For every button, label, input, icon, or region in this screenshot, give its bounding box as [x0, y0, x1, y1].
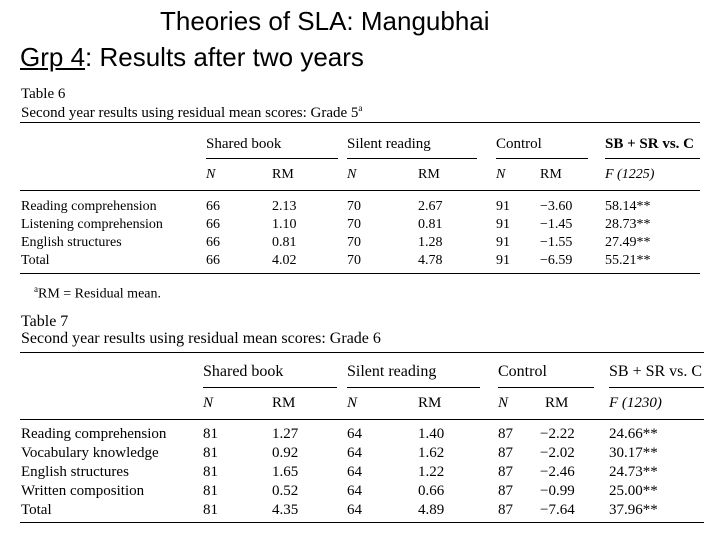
t7-rule-silent: [347, 387, 480, 388]
cell: 1.10: [272, 217, 297, 232]
t7-sub-n2: N: [347, 395, 358, 411]
cell: 70: [347, 235, 361, 250]
cell: 81: [203, 483, 218, 499]
cell: 87: [498, 464, 513, 480]
t6-sub-n1: N: [206, 167, 216, 182]
table-6-footnote: $^a$RM = Residual mean.: [34, 284, 161, 302]
row-label: English structures: [21, 235, 122, 250]
cell: 87: [498, 445, 513, 461]
t6-sub-rm3: RM: [540, 167, 562, 182]
row-label: Vocabulary knowledge: [21, 445, 159, 461]
t7-group-shared-book: Shared book: [203, 363, 284, 380]
cell: −2.46: [540, 464, 575, 480]
t6-group-silent-reading: Silent reading: [347, 136, 431, 152]
t7-sub-rm1: RM: [272, 395, 296, 411]
cell: 0.52: [272, 483, 299, 499]
cell: 2.67: [418, 199, 443, 214]
t6-sub-n2: N: [347, 167, 357, 182]
cell: 66: [206, 253, 220, 268]
cell: 55.21**: [605, 253, 651, 268]
row-label: English structures: [21, 464, 129, 480]
cell: 2.13: [272, 199, 297, 214]
table-6-top-rule: [20, 122, 700, 123]
t7-sub-rm2: RM: [418, 395, 442, 411]
cell: 66: [206, 199, 220, 214]
t6-sub-f: F (1225): [605, 167, 655, 182]
t6-group-shared-book: Shared book: [206, 136, 282, 152]
t6-sub-rm1: RM: [272, 167, 294, 182]
cell: −6.59: [540, 253, 573, 268]
cell: 58.14**: [605, 199, 651, 214]
cell: 1.40: [418, 426, 445, 442]
cell: 81: [203, 502, 218, 518]
t7-sub-n1: N: [203, 395, 214, 411]
cell: −0.99: [540, 483, 575, 499]
cell: −3.60: [540, 199, 573, 214]
t7-sub-rm3: RM: [545, 395, 569, 411]
row-label: Written composition: [21, 483, 145, 499]
row-label: Total: [21, 502, 52, 518]
row-label: Reading comprehension: [21, 426, 167, 442]
cell: 30.17**: [609, 445, 658, 461]
t7-rule-comparison: [609, 387, 704, 388]
t7-rule-control: [498, 387, 594, 388]
cell: 64: [347, 445, 362, 461]
cell: −1.45: [540, 217, 573, 232]
cell: 70: [347, 253, 361, 268]
table-7-label: Table 7: [21, 313, 69, 330]
t6-group-control: Control: [496, 136, 542, 152]
t6-rule-comparison: [605, 158, 700, 159]
t7-rule-shared: [203, 387, 337, 388]
cell: −2.02: [540, 445, 575, 461]
cell: −1.55: [540, 235, 573, 250]
cell: 24.66**: [609, 426, 658, 442]
t7-group-silent-reading: Silent reading: [347, 363, 437, 380]
cell: −7.64: [540, 502, 575, 518]
cell: 81: [203, 445, 218, 461]
cell: 64: [347, 426, 362, 442]
t6-rule-silent: [347, 158, 477, 159]
cell: 1.27: [272, 426, 299, 442]
row-label: Reading comprehension: [21, 199, 157, 214]
cell: 64: [347, 502, 362, 518]
cell: 66: [206, 217, 220, 232]
cell: 27.49**: [605, 235, 651, 250]
slide-subtitle: [20, 42, 364, 73]
t6-rule-control: [496, 158, 588, 159]
t7-group-control: Control: [498, 363, 547, 380]
table-7-caption: Second year results using residual mean scores: Grade 6: [21, 330, 381, 347]
t6-sub-n3: N: [496, 167, 506, 182]
t7-bottom-rule: [20, 522, 704, 523]
cell: 81: [203, 426, 218, 442]
cell: 24.73**: [609, 464, 658, 480]
row-label: Total: [21, 253, 50, 268]
table-7-top-rule: [20, 352, 704, 353]
group-link: Grp 4: [20, 42, 86, 72]
cell: 4.35: [272, 502, 299, 518]
cell: 66: [206, 235, 220, 250]
t7-group-comparison: SB + SR vs. C: [609, 363, 703, 380]
cell: 37.96**: [609, 502, 658, 518]
cell: 4.78: [418, 253, 443, 268]
cell: 87: [498, 502, 513, 518]
t6-sub-rm2: RM: [418, 167, 440, 182]
cell: 91: [496, 217, 510, 232]
t7-sub-f: F (1230): [609, 395, 662, 411]
table-6-label: Table 6: [21, 86, 66, 102]
cell: 87: [498, 483, 513, 499]
cell: 1.22: [418, 464, 445, 480]
cell: 0.81: [272, 235, 297, 250]
cell: 0.92: [272, 445, 299, 461]
cell: 4.89: [418, 502, 445, 518]
cell: 64: [347, 464, 362, 480]
cell: 28.73**: [605, 217, 651, 232]
slide-title: Theories of SLA: Mangubhai: [160, 6, 490, 36]
cell: 81: [203, 464, 218, 480]
cell: 87: [498, 426, 513, 442]
cell: 64: [347, 483, 362, 499]
cell: 91: [496, 235, 510, 250]
cell: 91: [496, 199, 510, 214]
subtitle-text: : Results after two years: [85, 42, 364, 72]
cell: 0.66: [418, 483, 445, 499]
cell: 91: [496, 253, 510, 268]
t6-bottom-rule: [20, 273, 700, 274]
t6-group-comparison: SB + SR vs. C: [605, 136, 694, 152]
cell: 0.81: [418, 217, 443, 232]
t7-header-rule: [20, 419, 704, 420]
cell: 25.00**: [609, 483, 658, 499]
cell: 1.65: [272, 464, 299, 480]
cell: 4.02: [272, 253, 297, 268]
cell: 70: [347, 217, 361, 232]
cell: 1.28: [418, 235, 443, 250]
t6-header-rule: [20, 190, 700, 191]
row-label: Listening comprehension: [21, 217, 163, 232]
t7-sub-n3: N: [498, 395, 509, 411]
table-6-caption: Second year results using residual mean scores: Grade 5$^a$: [21, 103, 363, 121]
cell: −2.22: [540, 426, 575, 442]
t6-rule-shared: [206, 158, 338, 159]
cell: 1.62: [418, 445, 445, 461]
cell: 70: [347, 199, 361, 214]
